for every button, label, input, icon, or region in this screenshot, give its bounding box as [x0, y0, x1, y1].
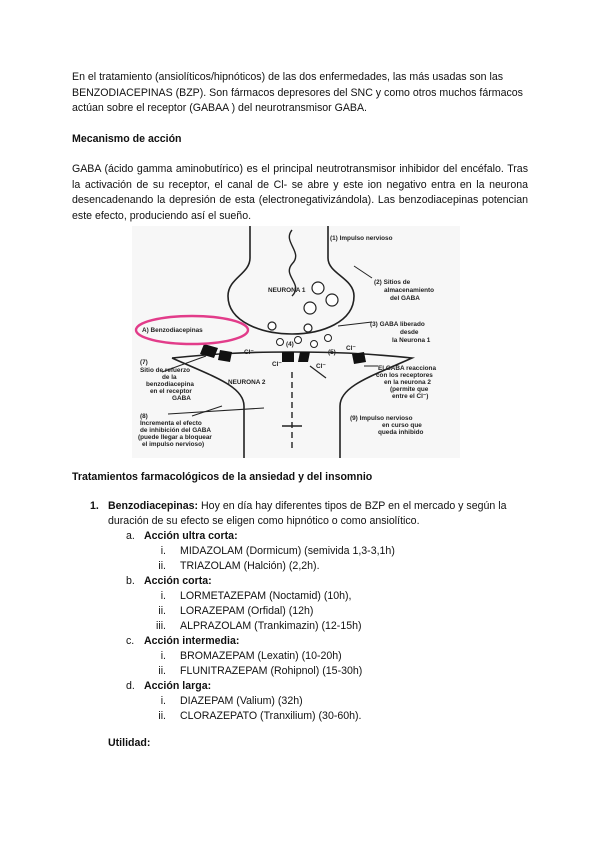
label-benzodiacepinas: A) Benzodiacepinas: [142, 327, 203, 334]
label-cl-2: Cl⁻: [272, 361, 282, 368]
drug-item: i. BROMAZEPAM (Lexatin) (10-20h): [160, 650, 342, 662]
label-sitios-2: almacenamiento: [384, 287, 435, 294]
drug-item: i. DIAZEPAM (Valium) (32h): [160, 695, 303, 707]
page-top: [72, 70, 528, 224]
group-b: b. Acción corta:: [126, 575, 212, 587]
label-8-c: de inhibición del GABA: [140, 427, 212, 434]
drug-item: ii. LORAZEPAM (Orfidal) (12h): [158, 605, 314, 617]
label-6-e: entre el Cl⁻): [392, 393, 429, 400]
label-7-c: de la: [162, 374, 177, 381]
group-a: a. Acción ultra corta:: [126, 530, 238, 542]
label-8-e: el impulso nervioso): [142, 441, 205, 448]
label-7-e: en el receptor: [150, 388, 192, 395]
label-6-d: (permite que: [390, 386, 429, 393]
label-6-b: con los receptores: [376, 372, 433, 379]
label-6-c: en la neurona 2: [384, 379, 431, 386]
label-impulso: (1) Impulso nervioso: [330, 235, 393, 242]
group-c: c. Acción intermedia:: [126, 635, 240, 647]
label-sitios: (2) Sitios de: [374, 279, 411, 286]
label-7-b: Sitio de refuerzo: [140, 367, 191, 374]
treatments-list: [72, 499, 532, 724]
label-9-c: queda inhibido: [378, 429, 424, 436]
label-9: (9) Impulso nervioso: [350, 415, 413, 422]
label-8-b: Incrementa el efecto: [140, 420, 202, 427]
label-6-a: El GABA reacciona: [378, 365, 437, 372]
label-4: (4): [286, 341, 294, 348]
treatments-section: [72, 470, 532, 751]
treatments-heading: Tratamientos farmacológicos de la ansiedad y del insomnio: [72, 471, 373, 483]
label-9-b: en curso que: [382, 422, 422, 429]
label-cl-3: Cl⁻: [316, 363, 326, 370]
label-gaba-liberado: (3) GABA liberado: [370, 321, 425, 328]
label-7: (7): [140, 359, 148, 366]
drug-item: ii. FLUNITRAZEPAM (Rohipnol) (15-30h): [158, 665, 363, 677]
drug-item: iii. ALPRAZOLAM (Trankimazin) (12-15h): [155, 620, 362, 632]
label-neurona2: NEURONA 2: [228, 379, 266, 386]
label-gaba-neurona: la Neurona 1: [392, 337, 431, 344]
label-cl-4: Cl⁻: [346, 345, 356, 352]
label-8-d: (puede llegar a bloquear: [138, 434, 212, 441]
list-item: [72, 499, 532, 529]
mechanism-paragraph: GABA (ácido gamma aminobutírico) es el principal neutrotransmisor inhibidor del encéfalo. Tras la activación de su receptor, el canal de Cl- se abre y este ion negativo entra en la neurona desencadenando la depresión de esta (electronegativizándola). Las benzodiacepinas potencian este efecto, produciendo así el sueño.: [72, 163, 528, 222]
intro-paragraph: En el tratamiento (ansiolíticos/hipnóticos) de las dos enfermedades, las más usadas son las BENZODIACEPINAS (BZP). Son fármacos depresores del SNC y como otros muchos fármacos actúan sobre el receptor (GABAA ) del neurotransmisor GABA.: [72, 71, 523, 114]
label-8: (8): [140, 413, 148, 420]
label-gaba-desde: desde: [400, 329, 419, 336]
label-neurona1: NEURONA 1: [268, 287, 306, 294]
label-sitios-3: del GABA: [390, 295, 420, 302]
item-number: 1.: [90, 500, 99, 512]
label-5: (5): [328, 349, 336, 356]
item-title: Benzodiacepinas:: [108, 500, 199, 512]
group-d: d. Acción larga:: [126, 680, 212, 692]
drug-item: i. LORMETAZEPAM (Noctamid) (10h),: [160, 590, 352, 602]
drug-item: ii. CLORAZEPATO (Tranxilium) (30-60h).: [158, 710, 362, 722]
drug-item: i. MIDAZOLAM (Dormicum) (semivida 1,3-3,1h): [160, 545, 395, 557]
synapse-figure: [132, 226, 460, 458]
label-7-f: GABA: [172, 395, 191, 402]
utilidad-heading: Utilidad:: [108, 737, 151, 749]
item-text: Hoy en día hay diferentes tipos de BZP en el mercado y según la duración de su efecto se eligen como hipnótico o como ansiolítico.: [108, 500, 507, 527]
drug-item: ii. TRIAZOLAM (Halción) (2,2h).: [158, 560, 320, 572]
label-cl-1: Cl⁻: [244, 349, 254, 356]
mechanism-heading: Mecanismo de acción: [72, 132, 182, 145]
label-7-d: benzodiacepina: [146, 381, 194, 388]
